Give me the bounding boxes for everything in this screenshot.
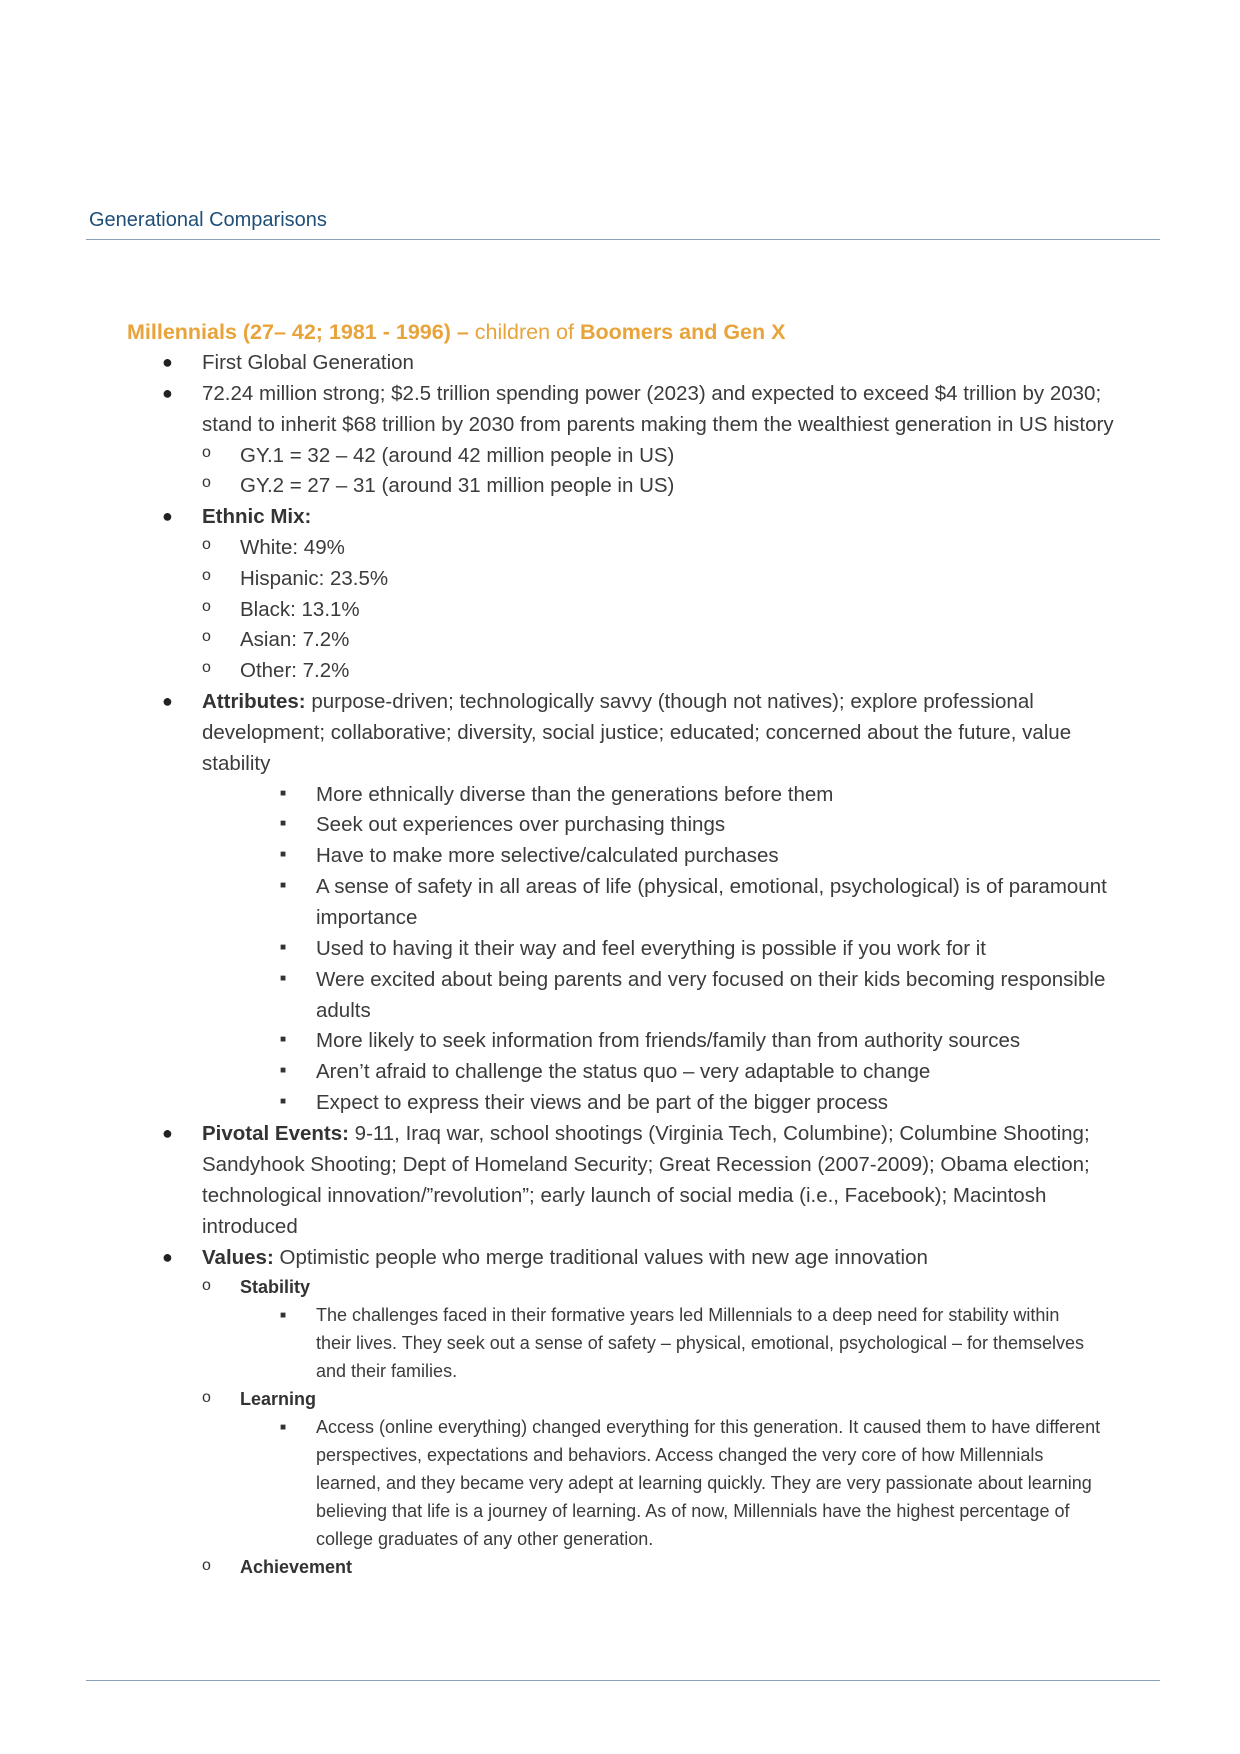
list-item: [202, 501, 311, 532]
section-heading-plain: children of: [468, 320, 580, 344]
sub-list-item: Asian: 7.2%: [240, 628, 350, 651]
square-bullet-icon: ■: [280, 1034, 287, 1045]
attribute-item: More ethnically diverse than the generations before them: [316, 783, 834, 806]
pivotal-text: 9-11, Iraq war, school shootings (Virginia Tech, Columbine); Columbine Shooting;: [348, 1122, 1090, 1145]
circle-bullet-icon: o: [202, 474, 211, 491]
attribute-item: A sense of safety in all areas of life (physical, emotional, psychological) is of paramount: [316, 875, 1107, 898]
square-bullet-icon: ■: [280, 1065, 287, 1076]
bullet-icon: ●: [162, 352, 173, 372]
detail-line: and their families.: [316, 1361, 458, 1381]
sub-list-item: Hispanic: 23.5%: [240, 567, 389, 590]
attribute-item: Expect to express their views and be part of the bigger process: [316, 1091, 889, 1114]
bullet-icon: ●: [162, 691, 173, 711]
header-rule: [86, 239, 1160, 240]
attributes-label: Attributes:: [202, 690, 306, 713]
detail-line: The challenges faced in their formative years led Millennials to a deep need for stability within: [316, 1305, 1060, 1325]
learning-label: Learning: [240, 1389, 317, 1409]
section-heading-bold: Millennials (27– 42; 1981 - 1996) –: [127, 320, 469, 344]
list-item: [202, 1242, 928, 1273]
square-bullet-icon: ■: [280, 1310, 287, 1321]
sub-list-item: [240, 1385, 316, 1413]
list-item-continuation: stand to inherit $68 trillion by 2030 from parents making them the wealthiest generation in US history: [202, 413, 1114, 436]
ethnic-label: Ethnic Mix:: [202, 505, 312, 528]
achievement-label: Achievement: [240, 1557, 353, 1577]
detail-line: perspectives, expectations and behaviors. Access changed the very core of how Millennials: [316, 1445, 1044, 1465]
bullet-icon: ●: [162, 1247, 173, 1267]
sub-list-item: Other: 7.2%: [240, 659, 350, 682]
section-heading-parents: Boomers and Gen X: [579, 320, 786, 344]
bullet-icon: ●: [162, 383, 173, 403]
square-bullet-icon: ■: [280, 849, 287, 860]
square-bullet-icon: ■: [280, 880, 287, 891]
stability-label: Stability: [240, 1277, 311, 1297]
circle-bullet-icon: o: [202, 598, 211, 615]
circle-bullet-icon: o: [202, 444, 211, 461]
list-item-continuation: development; collaborative; diversity, social justice; educated; concerned about the future, value: [202, 721, 1072, 744]
square-bullet-icon: ■: [280, 818, 287, 829]
circle-bullet-icon: o: [202, 1389, 211, 1406]
detail-line: Access (online everything) changed everything for this generation. It caused them to have different: [316, 1417, 1101, 1437]
sub-list-item: GY.2 = 27 – 31 (around 31 million people in US): [240, 474, 675, 497]
attribute-item: Seek out experiences over purchasing things: [316, 813, 726, 836]
circle-bullet-icon: o: [202, 567, 211, 584]
detail-line: learned, and they became very adept at learning quickly. They are very passionate about learning: [316, 1473, 1092, 1493]
pivotal-label: Pivotal Events:: [202, 1122, 349, 1145]
square-bullet-icon: ■: [280, 942, 287, 953]
sub-list-item: Black: 13.1%: [240, 598, 360, 621]
header-title: Generational Comparisons: [89, 209, 327, 231]
attribute-item-continuation: importance: [316, 906, 418, 929]
list-item: [202, 686, 1034, 717]
list-item: First Global Generation: [202, 351, 414, 374]
detail-line: believing that life is a journey of learning. As of now, Millennials have the highest percentage of: [316, 1501, 1070, 1521]
circle-bullet-icon: o: [202, 536, 211, 553]
sub-list-item: White: 49%: [240, 536, 345, 559]
circle-bullet-icon: o: [202, 659, 211, 676]
attribute-item-continuation: adults: [316, 999, 371, 1022]
attributes-text: purpose-driven; technologically savvy (though not natives); explore professional: [305, 690, 1034, 713]
list-item: 72.24 million strong; $2.5 trillion spending power (2023) and expected to exceed $4 trillion by 2030;: [202, 382, 1102, 405]
list-item-continuation: stability: [202, 752, 271, 775]
values-label: Values:: [202, 1246, 274, 1269]
attribute-item: Used to having it their way and feel everything is possible if you work for it: [316, 937, 986, 960]
square-bullet-icon: ■: [280, 1422, 287, 1433]
list-item: [202, 1118, 1090, 1149]
circle-bullet-icon: o: [202, 1277, 211, 1294]
list-item-continuation: introduced: [202, 1215, 298, 1238]
values-text: Optimistic people who merge traditional values with new age innovation: [273, 1246, 928, 1269]
bullet-icon: ●: [162, 506, 173, 526]
detail-line: their lives. They seek out a sense of safety – physical, emotional, psychological – for themselves: [316, 1333, 1085, 1353]
list-item-continuation: technological innovation/”revolution”; early launch of social media (i.e., Facebook); Macintosh: [202, 1184, 1047, 1207]
circle-bullet-icon: o: [202, 628, 211, 645]
square-bullet-icon: ■: [280, 788, 287, 799]
square-bullet-icon: ■: [280, 1096, 287, 1107]
bullet-icon: ●: [162, 1123, 173, 1143]
square-bullet-icon: ■: [280, 973, 287, 984]
attribute-item: More likely to seek information from friends/family than from authority sources: [316, 1029, 1021, 1052]
sub-list-item: GY.1 = 32 – 42 (around 42 million people in US): [240, 444, 675, 467]
sub-list-item: [240, 1273, 310, 1301]
sub-list-item: [240, 1553, 352, 1581]
circle-bullet-icon: o: [202, 1557, 211, 1574]
detail-line: college graduates of any other generation.: [316, 1529, 654, 1549]
section-heading: [127, 316, 785, 348]
list-item-continuation: Sandyhook Shooting; Dept of Homeland Security; Great Recession (2007-2009); Obama election;: [202, 1153, 1090, 1176]
attribute-item: Aren’t afraid to challenge the status quo – very adaptable to change: [316, 1060, 931, 1083]
attribute-item: Were excited about being parents and very focused on their kids becoming responsible: [316, 968, 1106, 991]
attribute-item: Have to make more selective/calculated purchases: [316, 844, 779, 867]
footer-rule: [86, 1680, 1160, 1681]
